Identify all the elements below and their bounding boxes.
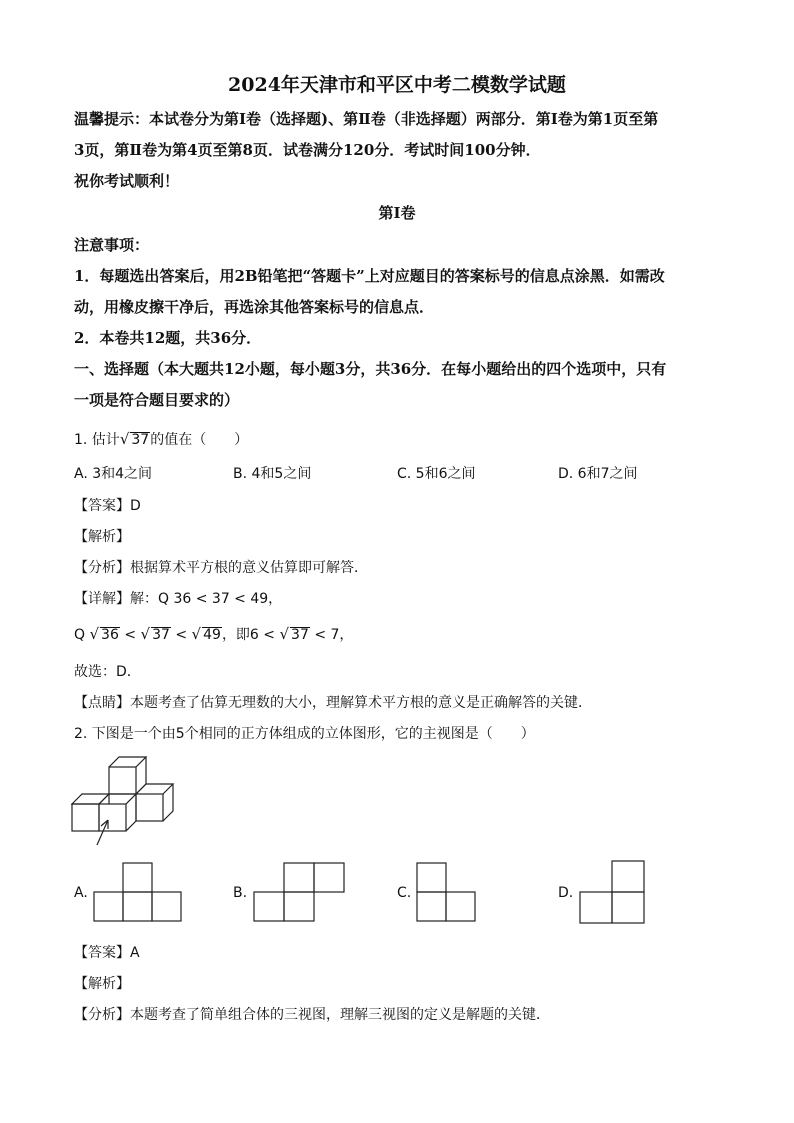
q1-prefix: 1. 估计: [74, 432, 120, 448]
answer-tag: 【答案】: [74, 498, 130, 514]
sqrt-icon: √: [279, 625, 290, 643]
section-title: 第Ⅰ卷: [378, 204, 416, 222]
q1-stem: [74, 429, 248, 449]
q2-option-b-label: B.: [233, 885, 248, 901]
answer-value: A: [130, 945, 140, 961]
detail-text: 解：Q 36 < 37 < 49，: [130, 591, 283, 607]
sqrt-icon: √: [191, 625, 202, 643]
q2-analysis-tag: 【解析】: [74, 976, 130, 992]
q1-radicand: 37: [131, 432, 150, 448]
q1-analysis-tag: 【解析】: [74, 529, 130, 545]
chain-a: 36: [101, 627, 119, 643]
sqrt-icon: √: [140, 625, 151, 643]
notes-heading: 注意事项：: [74, 236, 150, 254]
tip-line-3: 祝你考试顺利！: [74, 172, 180, 190]
chain-d: 37: [291, 627, 309, 643]
q2-answer: [74, 942, 140, 962]
q1-option-d: D. 6和7之间: [558, 466, 638, 482]
q1-answer: [74, 495, 141, 515]
chain-lt-1: <: [124, 627, 137, 643]
q1-sqrt-chain: [74, 624, 353, 644]
q1-fenxi: [74, 557, 368, 577]
answer-tag: 【答案】: [74, 945, 130, 961]
q2-fenxi: [74, 1004, 550, 1024]
q2-option-d-label: D.: [558, 885, 574, 901]
tip-line-1: 温馨提示：本试卷分为第Ⅰ卷（选择题)、第Ⅱ卷（非选择题）两部分．第Ⅰ卷为第1页至第: [74, 110, 659, 128]
q2-option-b-figure: [250, 860, 350, 925]
q2-option-c-figure: [413, 860, 483, 925]
q1-comment: [74, 692, 592, 712]
q1-option-a: A. 3和4之间: [74, 466, 153, 482]
notes-item-1-line-2: 动，用橡皮擦干净后，再选涂其他答案标号的信息点．: [74, 298, 435, 316]
chain-c: 49: [203, 627, 221, 643]
cube-top: [109, 757, 146, 794]
q2-3d-figure: [66, 750, 186, 850]
cube-right: [136, 784, 173, 821]
sqrt-icon: √: [89, 625, 100, 643]
sqrt-icon: √: [119, 430, 130, 448]
tip-line-2: 3页，第Ⅱ卷为第4页至第8页．试卷满分120分．考试时间100分钟．: [74, 141, 541, 159]
q1-choose: 故选：D．: [74, 664, 141, 680]
cube-front-left: [72, 804, 99, 831]
chain-lt-2: <: [175, 627, 188, 643]
part1-line-1: 一、选择题（本大题共12小题，每小题3分，共36分．在每小题给出的四个选项中，只有: [74, 360, 667, 378]
chain-b: 37: [152, 627, 170, 643]
fenxi-text: 本题考查了简单组合体的三视图，理解三视图的定义是解题的关键．: [130, 1007, 550, 1023]
q1-option-c: C. 5和6之间: [397, 466, 476, 482]
cube-front-middle: [99, 794, 136, 831]
fenxi-tag: 【分析】: [74, 560, 130, 576]
q2-option-a-figure: [90, 860, 185, 925]
fenxi-text: 根据算术平方根的意义估算即可解答．: [130, 560, 368, 576]
q1-option-b: B. 4和5之间: [233, 466, 312, 482]
chain-mid: ，即6 <: [221, 627, 276, 643]
answer-value: D: [130, 498, 141, 514]
q2-option-d-figure: [576, 858, 651, 926]
detail-tag: 【详解】: [74, 591, 130, 607]
q2-option-a-label: A.: [74, 885, 88, 901]
comment-text: 本题考查了估算无理数的大小，理解算术平方根的意义是正确解答的关键．: [130, 695, 592, 711]
q2-option-c-label: C.: [397, 885, 412, 901]
q1-suffix: 的值在（ ）: [150, 432, 249, 448]
fenxi-tag: 【分析】: [74, 1007, 130, 1023]
q1-detail: [74, 588, 282, 608]
notes-item-2: 2．本卷共12题，共36分．: [74, 329, 262, 347]
part1-line-2: 一项是符合题目要求的）: [74, 391, 240, 409]
chain-q: Q: [74, 627, 86, 643]
comment-tag: 【点睛】: [74, 695, 130, 711]
notes-item-1-line-1: 1．每题选出答案后，用2B铅笔把“答题卡”上对应题目的答案标号的信息点涂黑．如需改: [74, 267, 665, 285]
page-title: 2024年天津市和平区中考二模数学试题: [228, 74, 566, 96]
q2-stem: 2. 下图是一个由5个相同的正方体组成的立体图形，它的主视图是（ ）: [74, 726, 535, 742]
chain-end: < 7，: [314, 627, 354, 643]
